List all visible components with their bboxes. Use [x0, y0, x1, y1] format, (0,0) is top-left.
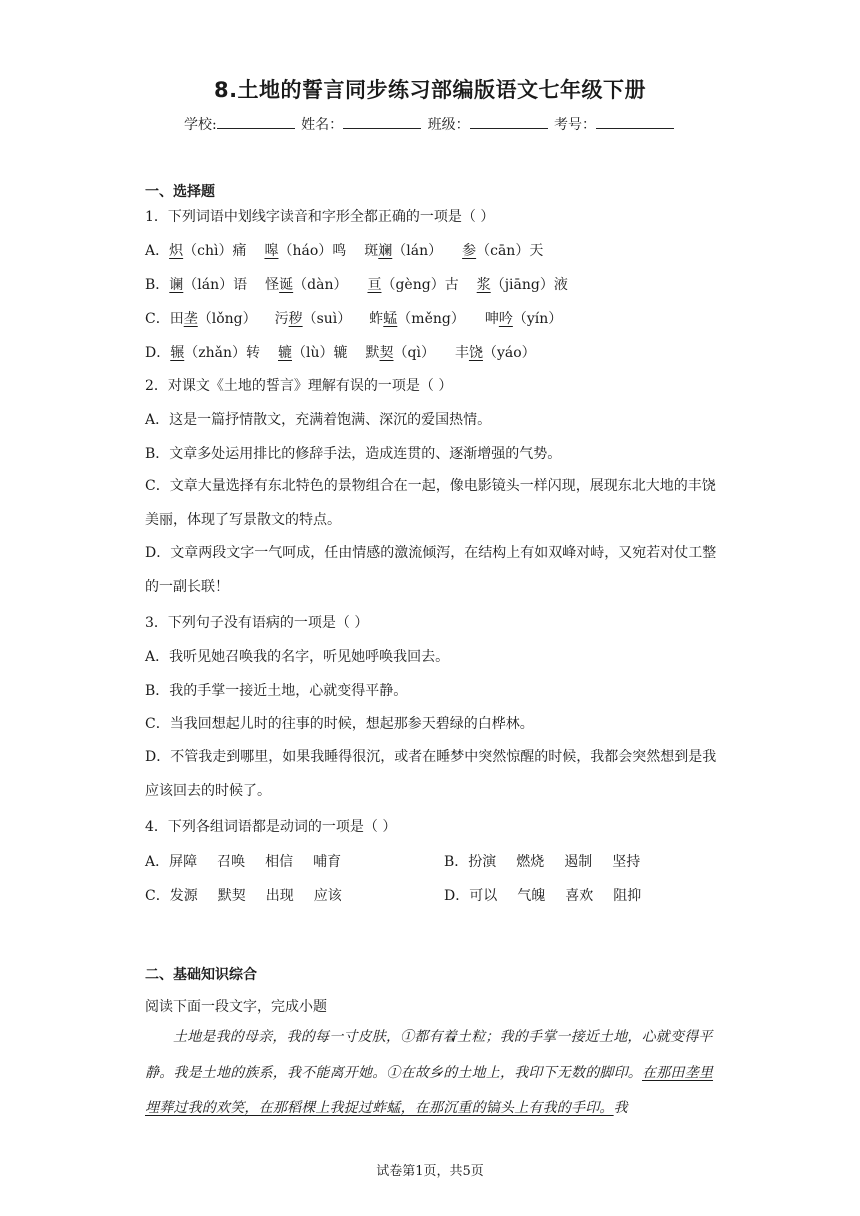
q1-option-c: C．田垄（lǒng） 污秽（suì） 蚱蜢（měng） 呻吟（yín）: [145, 311, 563, 327]
reading-passage: 土地是我的母亲，我的每一寸皮肤，①都 ·有着土粒；我的手掌一接近土地，心就变得平静。我是土地的族系，我不能离开她。①在 ·故乡的土地上，我印下无数的脚印。在那田垄里埋葬过我的欢笑，在那稻棵上我捉过蚱蜢，在那沉重的镐头上有我的手印。我: [145, 1020, 717, 1127]
q2-stem: 2．对课文《土地的誓言》理解有误的一项是（ ）: [145, 378, 453, 394]
page-title: 8.土地的誓言同步练习部编版语文七年级下册: [213, 78, 647, 102]
q4-option-d: D．可以 气魄 喜欢 阻抑: [444, 888, 642, 904]
q2-option-a: A．这是一篇抒情散文，充满着饱满、深沉的爱国热情。: [145, 412, 492, 428]
exam-number-blank[interactable]: [596, 114, 674, 129]
q4-option-b: B．扮演 燃烧 遏制 坚持: [444, 854, 641, 870]
q2-option-d: D．文章两段文字一气呵成，任由情感的激流倾泻，在结构上有如双峰对峙，又宛若对仗工整的一副长联！: [145, 545, 717, 595]
name-blank[interactable]: [343, 114, 421, 129]
school-label: 学校:: [183, 117, 217, 133]
q1-stem: 1．下列词语中划线字读音和字形全都正确的一项是（ ）: [145, 209, 495, 225]
class-label: 班级：: [427, 117, 470, 133]
q3-option-a: A．我听见她召唤我的名字，听见她呼唤我回去。: [145, 649, 450, 665]
class-blank[interactable]: [470, 114, 548, 129]
q4-option-a: A．屏障 召唤 相信 哺育: [145, 854, 342, 870]
q3-option-d: D．不管我走到哪里，如果我睡得很沉，或者在睡梦中突然惊醒的时候，我都会突然想到是我应该回去的时候了。: [145, 749, 717, 799]
q2-option-c: C．文章大量选择有东北特色的景物组合在一起，像电影镜头一样闪现，展现东北大地的丰饶美丽，体现了写景散文的特点。: [145, 478, 716, 528]
q4-option-c: C．发源 默契 出现 应该: [145, 888, 342, 904]
school-blank[interactable]: [217, 114, 295, 129]
reading-instruction: 阅读下面一段文字，完成小题: [145, 999, 327, 1015]
q3-stem: 3．下列句子没有语病的一项是（ ）: [145, 615, 369, 631]
q2-option-b: B．文章多处运用排比的修辞手法，造成连贯的、逐渐增强的气势。: [145, 446, 562, 462]
q3-option-c: C．当我回想起儿时的往事的时候，想起那参天碧绿的白桦林。: [145, 716, 534, 732]
section-heading-basics: 二、基础知识综合: [145, 967, 257, 983]
q1-option-b: B．谰（lán）语 怪诞（dàn） 亘（gèng）古 浆（jiāng）液: [145, 277, 568, 293]
q3-option-b: B．我的手掌一接近土地，心就变得平静。: [145, 683, 408, 699]
underlined-sentence: 在那田垄里埋葬过我的欢笑，在那稻棵上我捉过蚱蜢，在那沉重的镐头上有我的手印。: [145, 1064, 714, 1116]
q1-option-d: D．辗（zhǎn）转 辘（lù）辘 默契（qì） 丰饶（yáo）: [145, 345, 536, 361]
page-footer: 试卷第1页，共5页: [376, 1164, 484, 1179]
section-heading-choice: 一、选择题: [145, 184, 215, 200]
student-info-line: [0, 114, 860, 134]
q1-option-a: A．炽（chì）痛 嗥（háo）鸣 斑斓（lán） 参（cān）天: [145, 243, 544, 259]
name-label: 姓名：: [301, 117, 344, 133]
exam-number-label: 考号：: [554, 117, 597, 133]
q4-stem: 4．下列各组词语都是动词的一项是（ ）: [145, 819, 397, 835]
